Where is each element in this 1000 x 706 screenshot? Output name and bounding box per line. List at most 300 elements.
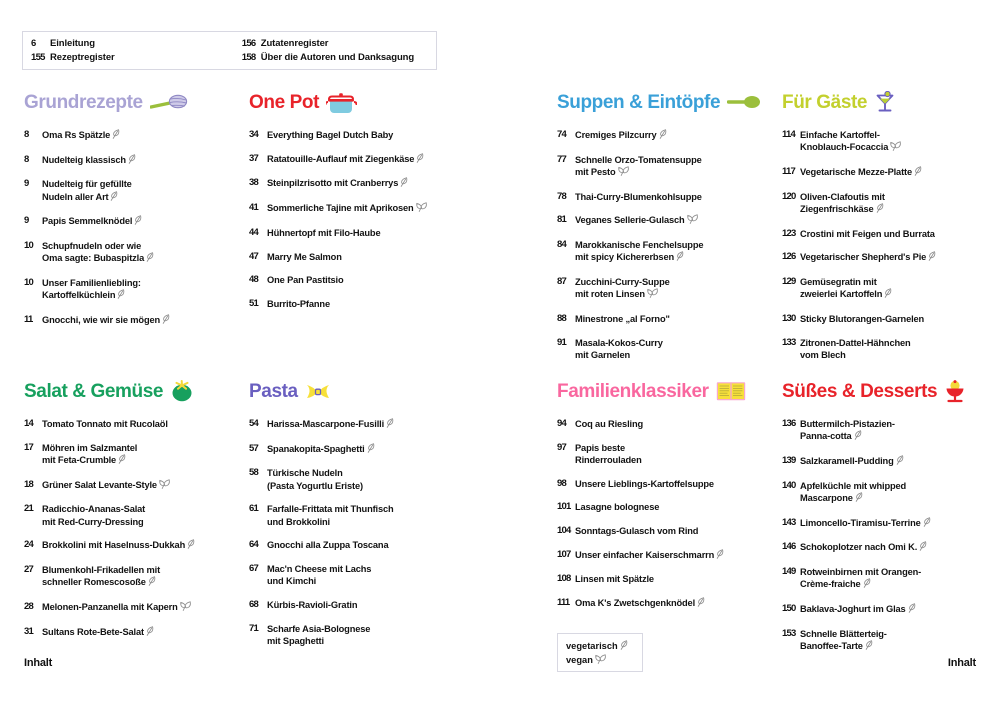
vegetarian-leaf-icon	[923, 517, 931, 530]
recipe-title: Coq au Riesling	[575, 419, 643, 429]
recipe-title: Unsere Lieblings-Kartoffelsuppe	[575, 478, 714, 489]
recipe-title-wrap	[575, 154, 702, 179]
recipe-page-number: 37	[249, 152, 258, 164]
recipe-title: Papis beste Rinderrouladen	[575, 442, 642, 465]
recipe-entry[interactable]	[557, 214, 769, 227]
recipe-title-wrap	[42, 564, 160, 589]
recipe-title-wrap	[267, 274, 344, 286]
recipe-title-wrap	[800, 228, 935, 240]
recipe-page-number: 54	[249, 418, 258, 429]
recipe-page-number: 57	[249, 442, 258, 454]
recipe-title: Schnelle Orzo-Tomatensuppe mit Pesto	[575, 154, 702, 177]
recipe-list	[557, 418, 769, 622]
recipe-entry[interactable]	[24, 314, 229, 327]
recipe-title: Scharfe Asia-Bolognese mit Spaghetti	[267, 623, 371, 646]
recipe-entry[interactable]	[24, 129, 229, 142]
recipe-title: Everything Bagel Dutch Baby	[267, 130, 394, 140]
vegetarian-leaf-icon	[928, 251, 936, 264]
recipe-title: Gemüsegratin mit zweierlei Kartoffeln	[800, 276, 883, 300]
recipe-entry[interactable]	[249, 503, 454, 527]
vegan-sprout-icon	[416, 202, 428, 215]
recipe-entry[interactable]	[249, 251, 454, 263]
recipe-entry[interactable]	[782, 418, 994, 443]
recipe-title-wrap	[42, 277, 141, 302]
recipe-page-number: 101	[557, 501, 571, 513]
register-entry-label: Zutatenregister	[260, 38, 329, 49]
recipe-title-wrap	[800, 517, 931, 530]
recipe-title-wrap	[575, 442, 642, 466]
recipe-title: Masala-Kokos-Curry mit Garnelen	[575, 337, 663, 360]
recipe-entry[interactable]	[249, 623, 454, 647]
section-title: Für Gäste	[782, 91, 868, 113]
section-fuer-gaeste	[782, 90, 994, 372]
recipe-title-wrap	[575, 214, 699, 227]
recipe-title: Gnocchi alla Zuppa Toscana	[267, 540, 389, 551]
register-entry[interactable]	[31, 52, 242, 63]
recipe-title: Gnocchi, wie wir sie mögen	[42, 314, 161, 325]
section-header	[24, 379, 229, 403]
vegetarian-leaf-icon	[112, 129, 120, 142]
recipe-entry[interactable]	[782, 191, 994, 216]
recipe-page-number: 17	[24, 441, 33, 453]
recipe-title: Melonen-Panzanella mit Kapern	[42, 601, 178, 612]
recipe-title-wrap	[267, 539, 388, 551]
recipe-entry[interactable]	[557, 549, 769, 562]
register-entry-label: Rezeptregister	[50, 52, 115, 63]
recipe-page-number: 136	[782, 418, 796, 429]
vegetarian-leaf-icon	[117, 289, 125, 302]
vegetarian-leaf-icon	[400, 177, 408, 190]
recipe-page-number: 143	[782, 516, 796, 528]
recipe-title: Harissa-Mascarpone-Fusilli	[267, 419, 385, 429]
recipe-title: Spanakopita-Spaghetti	[267, 443, 365, 454]
recipe-title-wrap	[575, 418, 643, 430]
recipe-title-wrap	[800, 603, 916, 616]
recipe-title: Schnelle Blätterteig- Banoffee-Tarte	[800, 628, 887, 651]
recipe-page-number: 21	[24, 503, 33, 515]
recipe-title-wrap	[267, 467, 363, 491]
recipe-entry[interactable]	[249, 177, 454, 190]
recipe-page-number: 24	[24, 539, 33, 551]
recipe-title: Sultans Rote-Bete-Salat	[42, 626, 144, 637]
register-entry-label: Über die Autoren und Danksagung	[260, 52, 415, 63]
vegetarian-leaf-icon	[620, 640, 628, 652]
recipe-page-number: 9	[24, 178, 29, 190]
vegetarian-leaf-icon	[118, 454, 126, 467]
recipe-page-number: 107	[557, 548, 571, 560]
recipe-title-wrap	[800, 337, 911, 361]
register-box	[22, 31, 437, 70]
recipe-title-wrap	[575, 501, 659, 513]
recipe-title: Oma Rs Spätzle	[42, 130, 111, 140]
recipe-title: One Pan Pastitsio	[267, 275, 344, 286]
recipe-title-wrap	[800, 191, 885, 216]
vegan-sprout-icon	[647, 288, 659, 301]
recipe-entry[interactable]	[24, 178, 229, 203]
section-title: Grundrezepte	[24, 91, 143, 113]
legend-vegan	[566, 654, 634, 666]
recipe-title-wrap	[800, 129, 902, 154]
recipe-title: Radicchio-Ananas-Salat mit Red-Curry-Dressing	[42, 504, 146, 527]
recipe-page-number: 61	[249, 503, 258, 515]
recipe-page-number: 97	[557, 441, 566, 453]
recipe-page-number: 9	[24, 215, 29, 227]
recipe-page-number: 104	[557, 525, 571, 537]
vegan-sprout-icon	[618, 166, 630, 179]
recipe-entry[interactable]	[249, 202, 454, 215]
recipe-title-wrap	[800, 541, 927, 554]
recipe-title-wrap	[42, 539, 195, 552]
recipe-entry[interactable]	[557, 276, 769, 301]
recipe-title: Schokoplotzer nach Omi K.	[800, 542, 918, 553]
recipe-page-number: 41	[249, 202, 258, 214]
recipe-title: Salzkaramell-Pudding	[800, 455, 894, 466]
recipe-list	[249, 129, 454, 322]
recipe-title-wrap	[42, 178, 132, 203]
recipe-entry[interactable]	[249, 274, 454, 286]
vegetarian-leaf-icon	[908, 603, 916, 616]
recipe-title: Vegetarische Mezze-Platte	[800, 166, 912, 177]
recipe-title-wrap	[575, 129, 667, 142]
recipe-title: Lasagne bolognese	[575, 502, 660, 513]
vegan-sprout-icon	[687, 214, 699, 227]
recipe-entry[interactable]	[24, 442, 229, 467]
recipe-title-wrap	[267, 202, 428, 215]
recipe-title-wrap	[267, 153, 424, 166]
recipe-entry[interactable]	[782, 251, 994, 264]
section-suppen-eintoepfe	[557, 90, 769, 372]
recipe-page-number: 91	[557, 336, 566, 348]
recipe-entry[interactable]	[249, 227, 454, 239]
vegetarian-leaf-icon	[134, 215, 142, 228]
vegetarian-leaf-icon	[884, 288, 892, 301]
section-title: Süßes & Desserts	[782, 380, 938, 402]
recipe-entry[interactable]	[24, 601, 229, 614]
recipe-page-number: 64	[249, 539, 258, 551]
recipe-title-wrap	[42, 442, 137, 467]
footer-right: Inhalt	[947, 657, 976, 669]
recipe-entry[interactable]	[782, 337, 994, 361]
recipe-title: Mac'n Cheese mit Lachs und Kimchi	[267, 563, 372, 587]
recipe-entry[interactable]	[782, 276, 994, 301]
vegetarian-leaf-icon	[914, 166, 922, 179]
recipe-title: Nudelteig klassisch	[42, 154, 126, 165]
section-salat-gemuese	[24, 379, 229, 650]
section-title: Salat & Gemüse	[24, 380, 164, 402]
recipe-title-wrap	[267, 177, 408, 190]
register-entry-label: Einleitung	[50, 38, 95, 49]
vegetarian-leaf-icon	[659, 129, 667, 142]
recipe-entry[interactable]	[557, 418, 769, 430]
recipe-page-number: 108	[557, 573, 571, 585]
recipe-title-wrap	[267, 563, 371, 587]
recipe-title-wrap	[575, 239, 703, 264]
recipe-entry[interactable]	[557, 501, 769, 513]
recipe-page-number: 10	[24, 240, 33, 252]
recipe-title: Steinpilzrisotto mit Cranberrys	[267, 178, 399, 189]
recipe-page-number: 71	[249, 622, 258, 634]
recipe-page-number: 8	[24, 129, 29, 140]
recipe-entry[interactable]	[24, 154, 229, 167]
recipe-page-number: 58	[249, 467, 258, 479]
recipe-entry[interactable]	[782, 129, 994, 154]
legend-vegetarian	[566, 640, 634, 652]
recipe-title: Rotweinbirnen mit Orangen- Crème-fraiche	[800, 566, 922, 590]
recipe-entry[interactable]	[782, 313, 994, 325]
register-entry[interactable]	[31, 38, 242, 49]
recipe-title-wrap	[42, 601, 192, 614]
recipe-entry[interactable]	[24, 503, 229, 527]
recipe-entry[interactable]	[557, 313, 769, 325]
recipe-entry[interactable]	[557, 442, 769, 466]
recipe-title-wrap	[42, 154, 136, 167]
recipe-list	[249, 418, 454, 658]
recipe-entry[interactable]	[24, 479, 229, 492]
recipe-title: Sonntags-Gulasch vom Rind	[575, 526, 699, 537]
recipe-entry[interactable]	[557, 597, 769, 610]
recipe-title: Crostini mit Feigen und Burrata	[800, 228, 935, 239]
vegetarian-leaf-icon	[716, 549, 724, 562]
recipe-title: Zitronen-Dattel-Hähnchen vom Blech	[800, 337, 911, 360]
recipe-page-number: 150	[782, 602, 796, 614]
recipe-title: Veganes Sellerie-Gulasch	[575, 215, 685, 226]
vegetarian-leaf-icon	[876, 203, 884, 216]
vegetarian-leaf-icon	[367, 443, 375, 456]
vegetarian-leaf-icon	[146, 252, 154, 265]
recipe-title: Marokkanische Fenchelsuppe mit spicy Kichererbsen	[575, 240, 704, 263]
recipe-title-wrap	[800, 276, 892, 301]
section-title: Pasta	[249, 380, 298, 402]
recipe-page-number: 94	[557, 418, 566, 429]
recipe-page-number: 111	[557, 597, 570, 609]
section-title: One Pot	[249, 91, 320, 113]
legend-vegan-label: vegan	[566, 654, 593, 665]
register-column-right	[242, 38, 428, 63]
recipe-entry[interactable]	[782, 480, 994, 505]
section-header	[782, 90, 994, 114]
recipe-title-wrap	[42, 418, 168, 430]
cocktail-glass-icon	[874, 91, 896, 113]
recipe-entry[interactable]	[24, 539, 229, 552]
recipe-title: Burrito-Pfanne	[267, 298, 330, 309]
vegetarian-leaf-icon	[128, 154, 136, 167]
recipe-title-wrap	[42, 215, 142, 228]
recipe-entry[interactable]	[24, 277, 229, 302]
recipe-title-wrap	[267, 418, 394, 431]
section-header	[557, 379, 769, 403]
recipe-title-wrap	[575, 525, 698, 537]
section-pasta	[249, 379, 454, 658]
recipe-entry[interactable]	[557, 478, 769, 490]
recipe-entry[interactable]	[557, 573, 769, 585]
section-header	[557, 90, 769, 114]
vegetarian-leaf-icon	[854, 430, 862, 443]
recipe-title-wrap	[575, 597, 705, 610]
vegetarian-leaf-icon	[162, 314, 170, 327]
recipe-entry[interactable]	[249, 443, 454, 456]
vegetarian-leaf-icon	[896, 455, 904, 468]
recipe-list	[24, 129, 229, 339]
recipe-list	[24, 418, 229, 650]
recipe-page-number: 78	[557, 190, 566, 202]
recipe-entry[interactable]	[557, 239, 769, 264]
vegan-sprout-icon	[595, 654, 607, 666]
recipe-title-wrap	[800, 628, 887, 653]
register-entry-page: 6	[31, 38, 36, 49]
vegetarian-leaf-icon	[697, 597, 705, 610]
recipe-title: Schupfnudeln oder wie Oma sagte: Bubaspitzla	[42, 241, 145, 264]
recipe-title-wrap	[42, 314, 170, 327]
recipe-page-number: 81	[557, 214, 566, 226]
recipe-title: Baklava-Joghurt im Glas	[800, 603, 906, 614]
recipe-page-number: 34	[249, 129, 258, 140]
recipe-entry[interactable]	[249, 418, 454, 431]
recipe-page-number: 87	[557, 275, 566, 287]
section-title: Suppen & Eintöpfe	[557, 91, 721, 113]
vegetarian-leaf-icon	[146, 626, 154, 639]
recipe-entry[interactable]	[249, 599, 454, 611]
recipe-title-wrap	[800, 313, 924, 325]
recipe-page-number: 67	[249, 562, 258, 574]
vegetarian-leaf-icon	[416, 153, 424, 166]
recipe-entry[interactable]	[249, 563, 454, 587]
recipe-entry[interactable]	[249, 539, 454, 551]
recipe-entry[interactable]	[24, 215, 229, 228]
recipe-title: Sommerliche Tajine mit Aprikosen	[267, 203, 414, 214]
recipe-title-wrap	[800, 455, 904, 468]
recipe-title: Minestrone „al Forno"	[575, 313, 670, 324]
recipe-title-wrap	[575, 573, 654, 585]
recipe-title-wrap	[575, 549, 724, 562]
recipe-title: Thai-Curry-Blumenkohlsuppe	[575, 191, 702, 202]
register-entry-page: 155	[31, 52, 45, 63]
register-entry-page: 158	[241, 52, 256, 63]
recipe-title: Farfalle-Frittata mit Thunfisch und Brokkolini	[267, 504, 394, 527]
recipe-title: Unser einfacher Kaiserschmarrn	[575, 549, 715, 560]
open-book-icon	[716, 381, 746, 401]
diet-legend	[557, 633, 643, 672]
vegan-sprout-icon	[180, 601, 192, 614]
recipe-entry[interactable]	[782, 566, 994, 591]
recipe-entry[interactable]	[557, 337, 769, 361]
recipe-page-number: 10	[24, 276, 33, 288]
recipe-title: Möhren im Salzmantel mit Feta-Crumble	[42, 442, 138, 465]
recipe-entry[interactable]	[24, 564, 229, 589]
recipe-title: Oliven-Clafoutis mit Ziegenfrischkäse	[800, 191, 885, 214]
recipe-page-number: 130	[782, 312, 796, 324]
recipe-title: Türkische Nudeln (Pasta Yogurtlu Eriste)	[267, 468, 363, 491]
recipe-title: Zucchini-Curry-Suppe mit roten Linsen	[575, 276, 670, 300]
recipe-entry[interactable]	[557, 154, 769, 179]
recipe-page-number: 38	[249, 177, 258, 189]
recipe-title-wrap	[267, 251, 342, 263]
recipe-entry[interactable]	[782, 603, 994, 616]
section-suesses-desserts	[782, 379, 994, 664]
recipe-entry[interactable]	[782, 166, 994, 179]
legend-vegetarian-label: vegetarisch	[566, 640, 618, 651]
vegetarian-leaf-icon	[148, 576, 156, 589]
recipe-title-wrap	[800, 566, 921, 591]
recipe-entry[interactable]	[782, 541, 994, 554]
recipe-title: Sticky Blutorangen-Garnelen	[800, 313, 925, 324]
recipe-title-wrap	[800, 251, 936, 264]
recipe-page-number: 27	[24, 563, 33, 575]
recipe-entry[interactable]	[24, 240, 229, 265]
recipe-title-wrap	[267, 623, 370, 647]
recipe-title-wrap	[575, 276, 670, 301]
section-header	[24, 90, 229, 114]
recipe-title: Einfache Kartoffel- Knoblauch-Focaccia	[800, 130, 889, 153]
recipe-title-wrap	[575, 337, 663, 361]
recipe-title: Blumenkohl-Frikadellen mit schneller Romescosoße	[42, 564, 161, 588]
recipe-entry[interactable]	[557, 191, 769, 203]
recipe-title: Marry Me Salmon	[267, 251, 342, 262]
recipe-title: Buttermilch-Pistazien- Panna-cotta	[800, 419, 895, 442]
recipe-entry[interactable]	[249, 153, 454, 166]
section-familienklassiker	[557, 379, 769, 622]
recipe-title: Cremiges Pilzcurry	[575, 130, 657, 140]
recipe-page-number: 68	[249, 598, 258, 610]
recipe-entry[interactable]	[249, 298, 454, 310]
recipe-title-wrap	[575, 313, 670, 325]
register-entry[interactable]	[242, 52, 428, 63]
vegetarian-leaf-icon	[187, 539, 195, 552]
recipe-title: Apfelküchle mit whipped Mascarpone	[800, 480, 907, 503]
recipe-entry[interactable]	[782, 628, 994, 653]
recipe-page-number: 129	[782, 275, 796, 287]
recipe-page-number: 28	[24, 600, 33, 612]
recipe-title-wrap	[267, 443, 375, 456]
recipe-entry[interactable]	[782, 455, 994, 468]
recipe-page-number: 44	[249, 226, 258, 238]
recipe-page-number: 139	[782, 454, 796, 466]
recipe-entry[interactable]	[782, 228, 994, 240]
recipe-entry[interactable]	[782, 517, 994, 530]
section-grundrezepte	[24, 90, 229, 339]
register-entry-page: 156	[241, 38, 256, 49]
section-header	[249, 90, 454, 114]
recipe-title-wrap	[267, 129, 393, 141]
recipe-page-number: 114	[782, 129, 795, 140]
pot-icon	[326, 90, 357, 114]
recipe-page-number: 126	[782, 251, 796, 263]
recipe-title: Grüner Salat Levante-Style	[42, 479, 157, 490]
recipe-entry[interactable]	[249, 129, 454, 141]
recipe-title-wrap	[42, 129, 120, 142]
vegetarian-leaf-icon	[386, 418, 394, 431]
sundae-icon	[944, 380, 966, 403]
recipe-entry[interactable]	[557, 129, 769, 142]
footer-left: Inhalt	[24, 657, 53, 669]
recipe-title-wrap	[575, 191, 702, 203]
recipe-title-wrap	[42, 503, 145, 527]
recipe-page-number: 18	[24, 478, 33, 490]
recipe-entry[interactable]	[249, 467, 454, 491]
recipe-title: Brokkolini mit Haselnuss-Dukkah	[42, 540, 186, 551]
register-entry[interactable]	[242, 38, 428, 49]
recipe-title-wrap	[800, 166, 922, 179]
recipe-page-number: 88	[557, 312, 566, 324]
recipe-page-number: 11	[24, 313, 33, 325]
recipe-entry[interactable]	[557, 525, 769, 537]
recipe-entry[interactable]	[24, 418, 229, 430]
vegetarian-leaf-icon	[110, 191, 118, 204]
vegan-sprout-icon	[890, 141, 902, 154]
recipe-entry[interactable]	[24, 626, 229, 639]
recipe-page-number: 146	[782, 541, 796, 553]
recipe-title: Hühnertopf mit Filo-Haube	[267, 227, 381, 238]
vegan-sprout-icon	[159, 479, 171, 492]
